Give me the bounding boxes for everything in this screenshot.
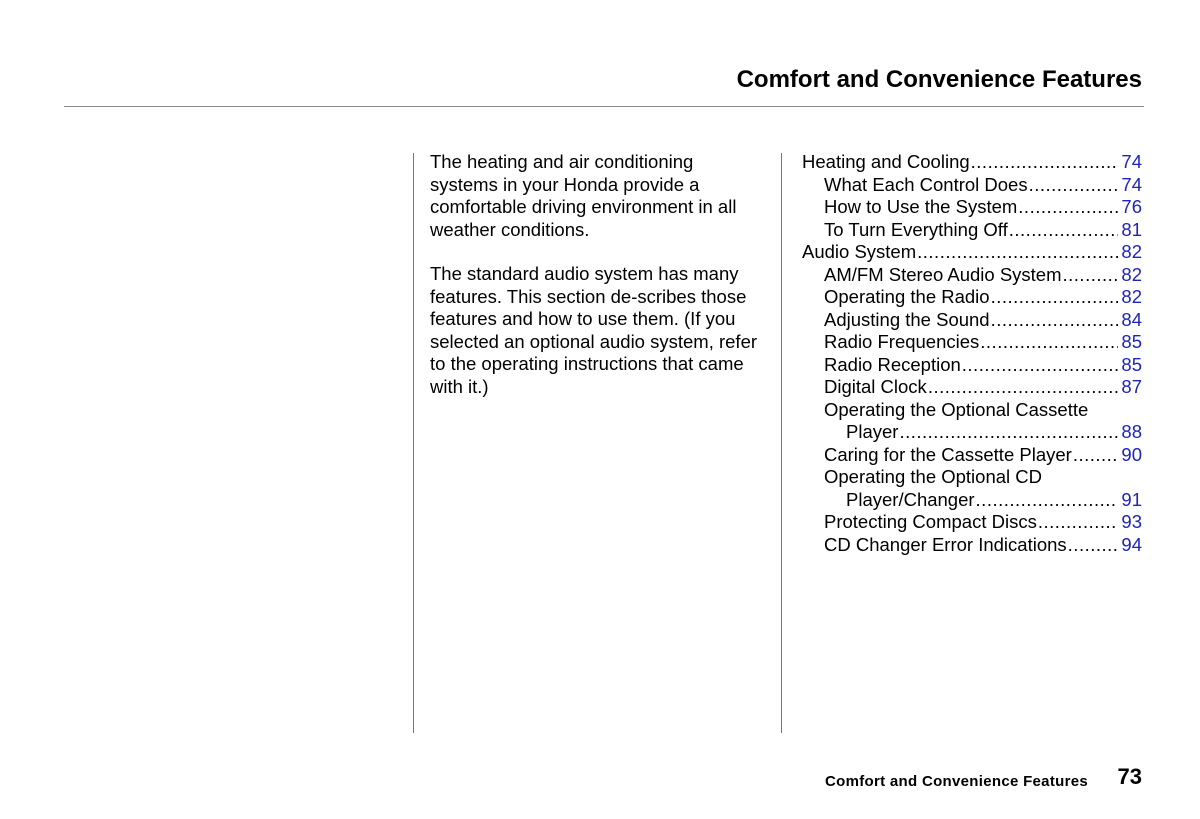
toc-page-link[interactable]: 87	[1121, 376, 1142, 397]
column-divider-left	[413, 153, 414, 733]
dot-leader	[1009, 219, 1119, 242]
dot-leader	[980, 331, 1118, 354]
toc-item[interactable]	[802, 286, 1142, 309]
toc-page-link[interactable]: 81	[1121, 218, 1142, 240]
toc-item-label: Digital Clock	[824, 376, 927, 397]
toc-page-link[interactable]: 76	[1121, 196, 1142, 217]
dot-leader	[1063, 264, 1119, 287]
column-divider-right	[781, 153, 782, 733]
toc-item-label: Adjusting the Sound	[824, 308, 990, 330]
toc-item[interactable]	[802, 174, 1142, 197]
toc-page-link[interactable]: 94	[1121, 533, 1142, 555]
toc-page-link[interactable]: 88	[1121, 421, 1142, 442]
header-divider	[64, 106, 1144, 107]
toc-item-label: To Turn Everything Off	[824, 218, 1008, 240]
toc-item-label: Audio System	[802, 241, 917, 262]
dot-leader	[962, 354, 1119, 377]
toc-item[interactable]	[802, 196, 1142, 219]
toc-item-label: Radio Reception	[824, 353, 961, 375]
table-of-contents	[802, 151, 1142, 556]
toc-page-link[interactable]: 82	[1121, 286, 1142, 307]
toc-item[interactable]	[802, 376, 1142, 399]
toc-item-label: What Each Control Does	[824, 173, 1028, 195]
toc-item[interactable]	[802, 489, 1142, 512]
toc-page-link[interactable]: 74	[1121, 151, 1142, 172]
toc-item-label: Operating the Optional CD	[824, 466, 1043, 487]
toc-page-link[interactable]: 93	[1121, 511, 1142, 532]
toc-item[interactable]	[802, 241, 1142, 264]
dot-leader	[917, 241, 1118, 264]
toc-item	[802, 466, 1142, 489]
toc-item[interactable]	[802, 354, 1142, 377]
dot-leader	[971, 151, 1119, 174]
toc-item[interactable]	[802, 151, 1142, 174]
dot-leader	[1073, 444, 1119, 467]
toc-item[interactable]	[802, 444, 1142, 467]
dot-leader	[1029, 174, 1119, 197]
dot-leader	[976, 489, 1119, 512]
page-number: 73	[1117, 764, 1142, 789]
toc-page-link[interactable]: 82	[1121, 241, 1142, 262]
toc-item[interactable]	[802, 309, 1142, 332]
toc-item-label: Operating the Optional Cassette	[824, 398, 1089, 420]
toc-item-label: CD Changer Error Indications	[824, 533, 1067, 555]
toc-item[interactable]	[802, 511, 1142, 534]
toc-item-label: Heating and Cooling	[802, 151, 970, 172]
toc-item-label: Operating the Radio	[824, 286, 990, 307]
toc-item-label: Caring for the Cassette Player	[824, 443, 1072, 465]
toc-item-label: Player/Changer	[846, 488, 975, 510]
toc-item[interactable]	[802, 219, 1142, 242]
dot-leader	[991, 309, 1119, 332]
intro-text	[430, 151, 758, 420]
toc-page-link[interactable]: 82	[1121, 263, 1142, 285]
dot-leader	[899, 421, 1118, 444]
dot-leader	[928, 376, 1119, 399]
toc-item-label: Player	[846, 421, 899, 442]
toc-item-label: Protecting Compact Discs	[824, 511, 1037, 532]
dot-leader	[1068, 534, 1119, 557]
page-title: Comfort and Convenience Features	[736, 66, 1142, 93]
dot-leader	[1038, 511, 1119, 534]
toc-page-link[interactable]: 84	[1121, 308, 1142, 330]
toc-item[interactable]	[802, 534, 1142, 557]
dot-leader	[1018, 196, 1118, 219]
footer-section-title: Comfort and Convenience Features	[825, 773, 1088, 790]
toc-item[interactable]	[802, 264, 1142, 287]
intro-paragraph: The standard audio system has many features. This section de-scribes those features and how to use them. (If you selected an optional audio system, refer to the operating instructions that came with it.)	[430, 263, 758, 397]
toc-page-link[interactable]: 85	[1121, 353, 1142, 375]
toc-item	[802, 399, 1142, 422]
toc-item[interactable]	[802, 331, 1142, 354]
toc-item[interactable]	[802, 421, 1142, 444]
toc-page-link[interactable]: 91	[1121, 488, 1142, 510]
toc-item-label: How to Use the System	[824, 196, 1018, 217]
dot-leader	[991, 286, 1119, 309]
intro-paragraph: The heating and air conditioning systems in your Honda provide a comfortable driving environment in all weather conditions.	[430, 151, 737, 240]
toc-page-link[interactable]: 74	[1121, 173, 1142, 195]
toc-item-label: AM/FM Stereo Audio System	[824, 263, 1062, 285]
toc-item-label: Radio Frequencies	[824, 331, 980, 352]
toc-page-link[interactable]: 85	[1121, 331, 1142, 352]
toc-page-link[interactable]: 90	[1121, 443, 1142, 465]
